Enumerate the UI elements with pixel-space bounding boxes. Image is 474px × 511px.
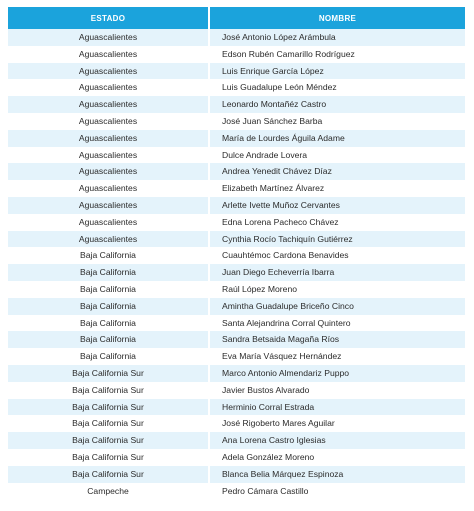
table-row (8, 449, 465, 466)
table-row (8, 483, 465, 500)
table-row (8, 147, 465, 164)
cell-nombre: Raúl López Moreno (210, 281, 465, 298)
cell-nombre: Sandra Betsaida Magaña Ríos (210, 331, 465, 348)
table-row (8, 79, 465, 96)
table-row (8, 382, 465, 399)
cell-nombre: Marco Antonio Almendariz Puppo (210, 365, 465, 382)
cell-estado: Baja California (8, 315, 208, 332)
cell-nombre: Herminio Corral Estrada (210, 399, 465, 416)
cell-estado: Baja California Sur (8, 466, 208, 483)
cell-estado: Baja California (8, 331, 208, 348)
table-body (8, 29, 465, 499)
table-row (8, 180, 465, 197)
cell-nombre: Luis Guadalupe León Méndez (210, 79, 465, 96)
table-header (8, 7, 465, 29)
cell-nombre: Santa Alejandrina Corral Quintero (210, 315, 465, 332)
table-row (8, 432, 465, 449)
cell-estado: Baja California Sur (8, 449, 208, 466)
cell-estado: Aguascalientes (8, 163, 208, 180)
legislators-table (8, 7, 465, 499)
cell-nombre: Amintha Guadalupe Briceño Cinco (210, 298, 465, 315)
table-row (8, 281, 465, 298)
table-row (8, 298, 465, 315)
table-row (8, 348, 465, 365)
cell-nombre: Luis Enrique García López (210, 63, 465, 80)
cell-estado: Baja California (8, 281, 208, 298)
cell-estado: Aguascalientes (8, 180, 208, 197)
table-row (8, 63, 465, 80)
cell-estado: Baja California (8, 264, 208, 281)
cell-nombre: Adela González Moreno (210, 449, 465, 466)
table-row (8, 264, 465, 281)
table-row (8, 247, 465, 264)
cell-estado: Baja California Sur (8, 382, 208, 399)
table-row (8, 214, 465, 231)
table-row (8, 46, 465, 63)
cell-nombre: Blanca Belia Márquez Espinoza (210, 466, 465, 483)
table-row (8, 415, 465, 432)
cell-estado: Baja California (8, 298, 208, 315)
cell-nombre: Javier Bustos Alvarado (210, 382, 465, 399)
cell-estado: Campeche (8, 483, 208, 500)
cell-nombre: Arlette Ivette Muñoz Cervantes (210, 197, 465, 214)
cell-estado: Aguascalientes (8, 214, 208, 231)
table-row (8, 331, 465, 348)
cell-estado: Baja California (8, 348, 208, 365)
table-row (8, 231, 465, 248)
cell-estado: Aguascalientes (8, 231, 208, 248)
cell-nombre: María de Lourdes Águila Adame (210, 130, 465, 147)
table-row (8, 399, 465, 416)
cell-estado: Aguascalientes (8, 130, 208, 147)
cell-estado: Aguascalientes (8, 63, 208, 80)
table-row (8, 315, 465, 332)
cell-nombre: Pedro Cámara Castillo (210, 483, 465, 500)
cell-estado: Baja California Sur (8, 415, 208, 432)
table-row (8, 365, 465, 382)
table-row (8, 29, 465, 46)
cell-nombre: Dulce Andrade Lovera (210, 147, 465, 164)
cell-nombre: José Rigoberto Mares Aguilar (210, 415, 465, 432)
cell-nombre: Eva María Vásquez Hernández (210, 348, 465, 365)
header-nombre: NOMBRE (210, 7, 465, 29)
table-row (8, 130, 465, 147)
cell-estado: Baja California Sur (8, 365, 208, 382)
cell-nombre: Edson Rubén Camarillo Rodríguez (210, 46, 465, 63)
cell-nombre: Edna Lorena Pacheco Chávez (210, 214, 465, 231)
table-row (8, 197, 465, 214)
cell-nombre: Cuauhtémoc Cardona Benavides (210, 247, 465, 264)
cell-estado: Aguascalientes (8, 96, 208, 113)
cell-estado: Aguascalientes (8, 147, 208, 164)
cell-nombre: José Juan Sánchez Barba (210, 113, 465, 130)
table-row (8, 113, 465, 130)
cell-nombre: Cynthia Rocío Tachiquín Gutiérrez (210, 231, 465, 248)
table-row (8, 96, 465, 113)
cell-estado: Aguascalientes (8, 46, 208, 63)
cell-estado: Aguascalientes (8, 79, 208, 96)
cell-nombre: Leonardo Montañéz Castro (210, 96, 465, 113)
cell-nombre: Ana Lorena Castro Iglesias (210, 432, 465, 449)
header-estado: ESTADO (8, 7, 208, 29)
table-row (8, 466, 465, 483)
cell-nombre: Elizabeth Martínez Álvarez (210, 180, 465, 197)
cell-estado: Aguascalientes (8, 197, 208, 214)
table-row (8, 163, 465, 180)
cell-estado: Aguascalientes (8, 113, 208, 130)
cell-nombre: Andrea Yenedit Chávez Díaz (210, 163, 465, 180)
cell-nombre: Juan Diego Echeverría Ibarra (210, 264, 465, 281)
cell-nombre: José Antonio López Arámbula (210, 29, 465, 46)
cell-estado: Baja California Sur (8, 399, 208, 416)
cell-estado: Aguascalientes (8, 29, 208, 46)
cell-estado: Baja California (8, 247, 208, 264)
cell-estado: Baja California Sur (8, 432, 208, 449)
